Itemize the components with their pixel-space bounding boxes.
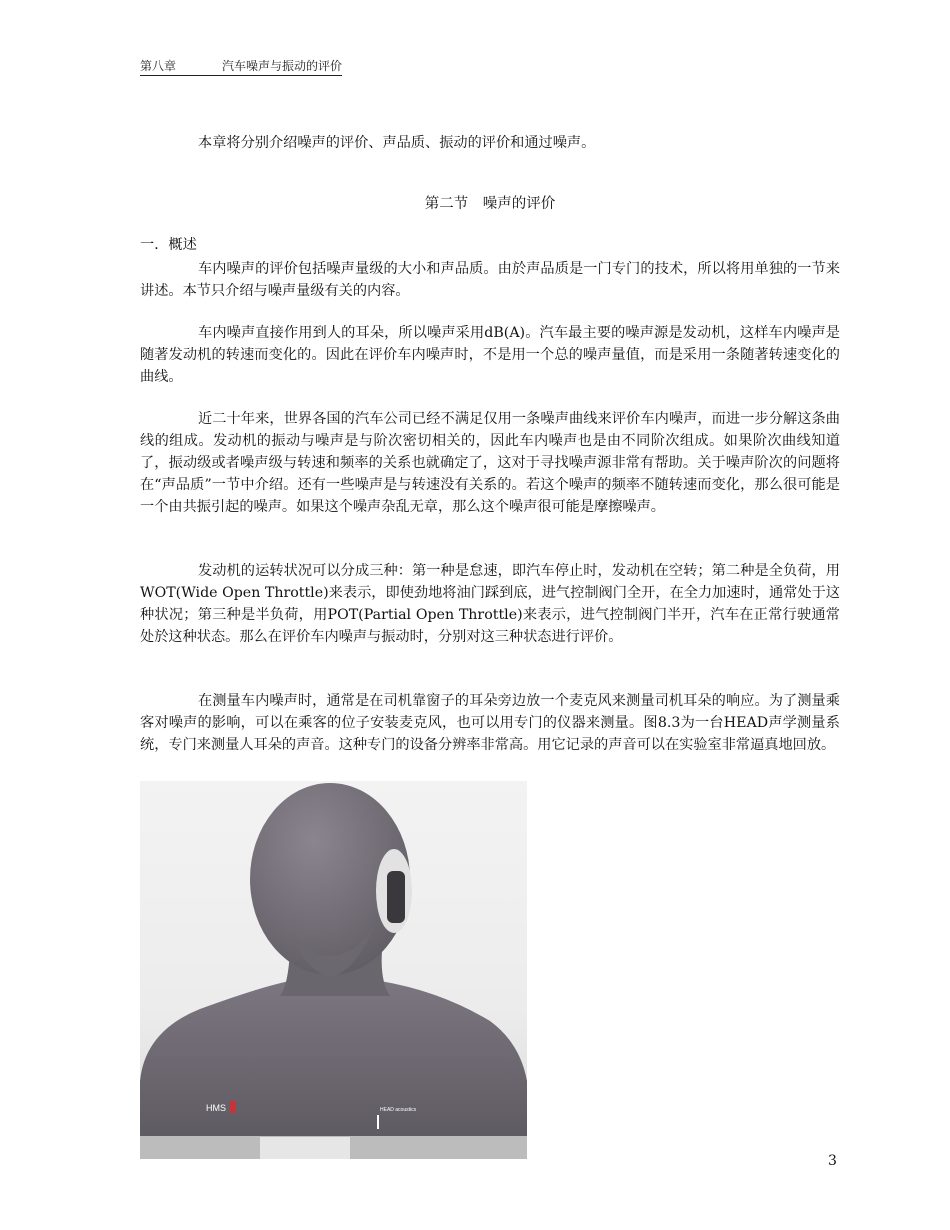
hms-logo-mark	[230, 1101, 236, 1113]
intro-paragraph: 本章将分别介绍噪声的评价、声品质、振动的评价和通过噪声。	[198, 135, 596, 151]
hms-label: HMS	[206, 1103, 226, 1113]
paragraph-5: 在测量车内噪声时，通常是在司机靠窗子的耳朵旁边放一个麦克风来测量司机耳朵的响应。为了测量乘客对噪声的影响，可以在乘客的位子安装麦克风，也可以用专门的仪器来测量。图8.3为一台HEAD声学测量系统，专门来测量人耳朵的声音。这种专门的设备分辨率非常高。用它记录的声音可以在实验室非常逼真地回放。	[140, 693, 840, 753]
head-measurement-photo	[140, 781, 527, 1159]
ear-microphone-icon	[387, 871, 405, 923]
section-title: 第二节 噪声的评价	[424, 196, 556, 212]
page-number: 3	[828, 1153, 837, 1169]
head-acoustics-label: HEAD acoustics	[380, 1107, 417, 1113]
subsection-heading: 一．概述	[140, 237, 197, 253]
paragraph-2: 车内噪声直接作用到人的耳朵，所以噪声采用dB(A)。汽车最主要的噪声源是发动机，这样车内噪声是随著发动机的转速而变化的。因此在评价车内噪声时，不是用一个总的噪声量值，而是采用一条随著转速变化的曲线。	[140, 325, 840, 385]
chapter-number: 第八章	[140, 59, 177, 73]
paragraph-3: 近二十年来，世界各国的汽车公司已经不满足仅用一条噪声曲线来评价车内噪声，而进一步分解这条曲线的组成。发动机的振动与噪声是与阶次密切相关的，因此车内噪声也是由不同阶次组成。如果阶次曲线知道了，振动级或者噪声级与转速和频率的关系也就确定了，这对于寻找噪声源非常有帮助。关于噪声阶次的问题将在“声品质”一节中介绍。还有一些噪声是与转速没有关系的。若这个噪声的频率不随转速而变化，那么很可能是一个由共振引起的噪声。如果这个噪声杂乱无章，那么这个噪声很可能是摩擦噪声。	[140, 411, 840, 515]
paragraph-4: 发动机的运转状况可以分成三种：第一种是怠速，即汽车停止时，发动机在空转；第二种是全负荷，用WOT(Wide Open Throttle)来表示，即使劲地将油门踩到底，进气控制阀门全开，在全力加速时，通常处于这种状况；第三种是半负荷，用POT(Partial Open Throttle)来表示，进气控制阀门半开，汽车在正常行驶通常处於这种状态。那么在评价车内噪声与振动时，分别对这三种状态进行评价。	[140, 563, 840, 645]
running-header	[140, 58, 342, 76]
head-logo-mark	[377, 1115, 379, 1129]
dummy-head-illustration	[140, 781, 527, 1159]
stand-plate	[260, 1137, 350, 1159]
torso-shape	[140, 981, 527, 1136]
paragraph-1: 车内噪声的评价包括噪声量级的大小和声品质。由於声品质是一门专门的技术，所以将用单独的一节来讲述。本节只介绍与噪声量级有关的内容。	[140, 261, 840, 299]
chapter-title: 汽车噪声与振动的评价	[222, 59, 343, 73]
